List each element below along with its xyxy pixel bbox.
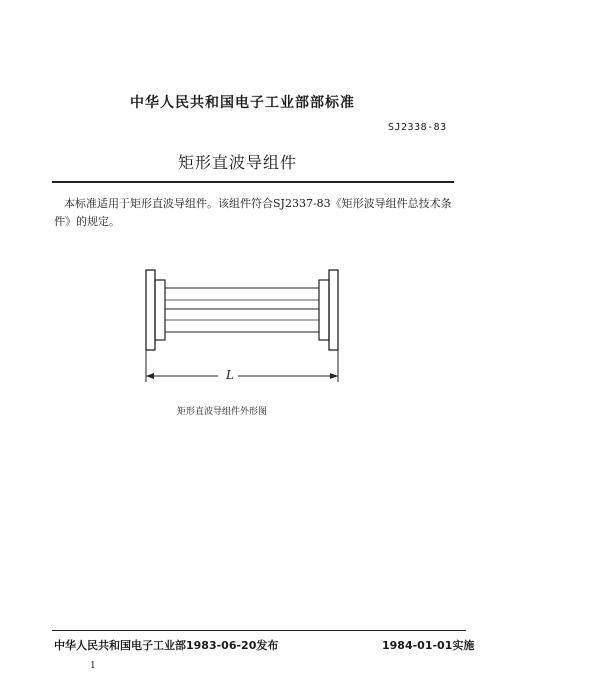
left-flange-outer [146,270,155,350]
right-flange-outer [329,270,338,350]
document-title: 矩形直波导组件 [178,153,298,172]
header-divider [52,181,454,183]
page-number: 1 [90,661,96,671]
waveguide-figure [138,262,348,384]
body-text-line-2: 件》的规定。 [54,215,120,228]
issue-statement: 中华人民共和国电子工业部1983-06-20发布 [54,639,279,652]
implementation-date: 1984-01-01实施 [382,639,475,652]
standard-number: SJ2338-83 [388,122,447,133]
right-flange-inner [319,280,329,340]
footer-divider [52,630,466,631]
body-paragraph [54,195,460,231]
figure-caption: 矩形直波导组件外形图 [177,407,268,417]
dimension-label: L [226,368,234,382]
ministry-standard-header: 中华人民共和国电子工业部部标准 [130,95,355,111]
dimension-arrow-left-icon [146,373,154,379]
dimension-arrow-right-icon [330,373,338,379]
left-flange-inner [155,280,165,340]
body-text-line-1: 本标准适用于矩形直波导组件。该组件符合SJ2337-83《矩形波导组件总技术条 [64,197,452,210]
